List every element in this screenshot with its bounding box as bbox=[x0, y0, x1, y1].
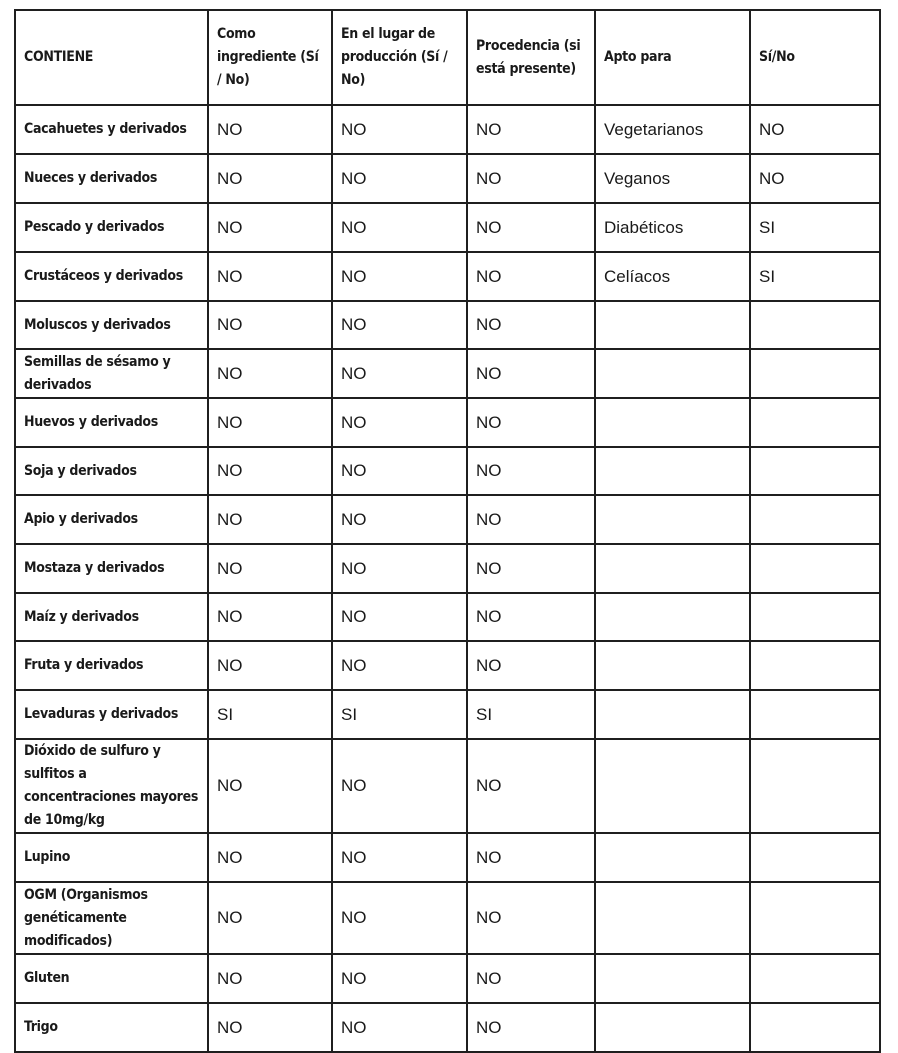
procedencia-value: NO bbox=[467, 349, 595, 398]
table-row bbox=[15, 301, 880, 349]
procedencia-value: NO bbox=[467, 154, 595, 203]
lugar-produccion-value: NO bbox=[332, 544, 467, 593]
como-ingrediente-value: NO bbox=[208, 833, 332, 882]
lugar-produccion-value: NO bbox=[332, 641, 467, 690]
header-procedencia: Procedencia (si está presente) bbox=[467, 10, 595, 105]
table-row bbox=[15, 833, 880, 882]
procedencia-value: NO bbox=[467, 398, 595, 447]
apto-si-no-value bbox=[750, 593, 880, 641]
como-ingrediente-value: NO bbox=[208, 495, 332, 544]
procedencia-value: NO bbox=[467, 105, 595, 154]
apto-si-no-value: SI bbox=[750, 252, 880, 301]
apto-para-label bbox=[595, 833, 750, 882]
como-ingrediente-value: NO bbox=[208, 593, 332, 641]
apto-para-label: Veganos bbox=[595, 154, 750, 203]
apto-si-no-value: NO bbox=[750, 105, 880, 154]
table-row bbox=[15, 105, 880, 154]
procedencia-value: NO bbox=[467, 641, 595, 690]
apto-para-label bbox=[595, 1003, 750, 1052]
apto-para-label bbox=[595, 301, 750, 349]
table-row bbox=[15, 398, 880, 447]
procedencia-value: NO bbox=[467, 882, 595, 954]
como-ingrediente-value: NO bbox=[208, 252, 332, 301]
allergen-label: Lupino bbox=[15, 833, 208, 882]
allergen-label: Crustáceos y derivados bbox=[15, 252, 208, 301]
procedencia-value: NO bbox=[467, 739, 595, 833]
apto-si-no-value bbox=[750, 544, 880, 593]
header-como-ingrediente: Como ingrediente (Sí / No) bbox=[208, 10, 332, 105]
allergen-label: Dióxido de sulfuro y sulfitos a concentraciones mayores de 10mg/kg bbox=[15, 739, 208, 833]
procedencia-value: SI bbox=[467, 690, 595, 739]
apto-si-no-value bbox=[750, 349, 880, 398]
lugar-produccion-value: NO bbox=[332, 739, 467, 833]
header-contiene: CONTIENE bbox=[15, 10, 208, 105]
header-si-no: Sí/No bbox=[750, 10, 880, 105]
allergen-label: Huevos y derivados bbox=[15, 398, 208, 447]
lugar-produccion-value: NO bbox=[332, 154, 467, 203]
table-row bbox=[15, 203, 880, 252]
table-body bbox=[15, 105, 880, 1052]
allergen-label: Mostaza y derivados bbox=[15, 544, 208, 593]
allergen-label: OGM (Organismos genéticamente modificados) bbox=[15, 882, 208, 954]
allergen-table bbox=[14, 9, 881, 1053]
como-ingrediente-value: NO bbox=[208, 954, 332, 1003]
allergen-label: Apio y derivados bbox=[15, 495, 208, 544]
apto-para-label bbox=[595, 447, 750, 495]
apto-para-label bbox=[595, 882, 750, 954]
table-row bbox=[15, 739, 880, 833]
allergen-label: Fruta y derivados bbox=[15, 641, 208, 690]
apto-si-no-value: SI bbox=[750, 203, 880, 252]
como-ingrediente-value: NO bbox=[208, 1003, 332, 1052]
allergen-label: Levaduras y derivados bbox=[15, 690, 208, 739]
allergen-label: Cacahuetes y derivados bbox=[15, 105, 208, 154]
allergen-label: Trigo bbox=[15, 1003, 208, 1052]
apto-si-no-value bbox=[750, 447, 880, 495]
apto-si-no-value bbox=[750, 690, 880, 739]
procedencia-value: NO bbox=[467, 954, 595, 1003]
apto-si-no-value bbox=[750, 739, 880, 833]
lugar-produccion-value: NO bbox=[332, 833, 467, 882]
procedencia-value: NO bbox=[467, 252, 595, 301]
allergen-label: Maíz y derivados bbox=[15, 593, 208, 641]
allergen-label: Moluscos y derivados bbox=[15, 301, 208, 349]
apto-para-label bbox=[595, 739, 750, 833]
table-row bbox=[15, 593, 880, 641]
apto-para-label: Celíacos bbox=[595, 252, 750, 301]
lugar-produccion-value: NO bbox=[332, 593, 467, 641]
apto-si-no-value bbox=[750, 954, 880, 1003]
apto-si-no-value bbox=[750, 833, 880, 882]
procedencia-value: NO bbox=[467, 1003, 595, 1052]
como-ingrediente-value: NO bbox=[208, 544, 332, 593]
apto-para-label bbox=[595, 349, 750, 398]
apto-si-no-value bbox=[750, 641, 880, 690]
apto-si-no-value: NO bbox=[750, 154, 880, 203]
lugar-produccion-value: NO bbox=[332, 203, 467, 252]
apto-para-label bbox=[595, 593, 750, 641]
como-ingrediente-value: NO bbox=[208, 154, 332, 203]
lugar-produccion-value: NO bbox=[332, 495, 467, 544]
allergen-label: Nueces y derivados bbox=[15, 154, 208, 203]
procedencia-value: NO bbox=[467, 495, 595, 544]
procedencia-value: NO bbox=[467, 833, 595, 882]
table-row bbox=[15, 252, 880, 301]
apto-para-label bbox=[595, 954, 750, 1003]
table-row bbox=[15, 349, 880, 398]
table-row bbox=[15, 544, 880, 593]
table-row bbox=[15, 882, 880, 954]
procedencia-value: NO bbox=[467, 203, 595, 252]
como-ingrediente-value: NO bbox=[208, 641, 332, 690]
header-lugar-produccion: En el lugar de producción (Sí / No) bbox=[332, 10, 467, 105]
como-ingrediente-value: NO bbox=[208, 882, 332, 954]
lugar-produccion-value: NO bbox=[332, 105, 467, 154]
table-row bbox=[15, 641, 880, 690]
apto-para-label bbox=[595, 690, 750, 739]
como-ingrediente-value: NO bbox=[208, 447, 332, 495]
lugar-produccion-value: NO bbox=[332, 349, 467, 398]
lugar-produccion-value: SI bbox=[332, 690, 467, 739]
como-ingrediente-value: NO bbox=[208, 398, 332, 447]
apto-si-no-value bbox=[750, 882, 880, 954]
lugar-produccion-value: NO bbox=[332, 954, 467, 1003]
table-row bbox=[15, 447, 880, 495]
como-ingrediente-value: NO bbox=[208, 203, 332, 252]
lugar-produccion-value: NO bbox=[332, 882, 467, 954]
apto-si-no-value bbox=[750, 301, 880, 349]
apto-para-label: Diabéticos bbox=[595, 203, 750, 252]
apto-para-label bbox=[595, 495, 750, 544]
lugar-produccion-value: NO bbox=[332, 252, 467, 301]
apto-para-label: Vegetarianos bbox=[595, 105, 750, 154]
como-ingrediente-value: NO bbox=[208, 105, 332, 154]
header-apto-para: Apto para bbox=[595, 10, 750, 105]
allergen-label: Pescado y derivados bbox=[15, 203, 208, 252]
allergen-label: Soja y derivados bbox=[15, 447, 208, 495]
como-ingrediente-value: NO bbox=[208, 349, 332, 398]
como-ingrediente-value: SI bbox=[208, 690, 332, 739]
table-row bbox=[15, 690, 880, 739]
apto-para-label bbox=[595, 398, 750, 447]
apto-para-label bbox=[595, 544, 750, 593]
procedencia-value: NO bbox=[467, 301, 595, 349]
lugar-produccion-value: NO bbox=[332, 398, 467, 447]
apto-si-no-value bbox=[750, 398, 880, 447]
procedencia-value: NO bbox=[467, 593, 595, 641]
allergen-label: Semillas de sésamo y derivados bbox=[15, 349, 208, 398]
lugar-produccion-value: NO bbox=[332, 447, 467, 495]
como-ingrediente-value: NO bbox=[208, 739, 332, 833]
table-row bbox=[15, 954, 880, 1003]
apto-si-no-value bbox=[750, 1003, 880, 1052]
lugar-produccion-value: NO bbox=[332, 301, 467, 349]
table-row bbox=[15, 495, 880, 544]
procedencia-value: NO bbox=[467, 544, 595, 593]
como-ingrediente-value: NO bbox=[208, 301, 332, 349]
procedencia-value: NO bbox=[467, 447, 595, 495]
allergen-label: Gluten bbox=[15, 954, 208, 1003]
table-row bbox=[15, 154, 880, 203]
table-row bbox=[15, 1003, 880, 1052]
apto-si-no-value bbox=[750, 495, 880, 544]
header-row bbox=[15, 10, 880, 105]
lugar-produccion-value: NO bbox=[332, 1003, 467, 1052]
apto-para-label bbox=[595, 641, 750, 690]
